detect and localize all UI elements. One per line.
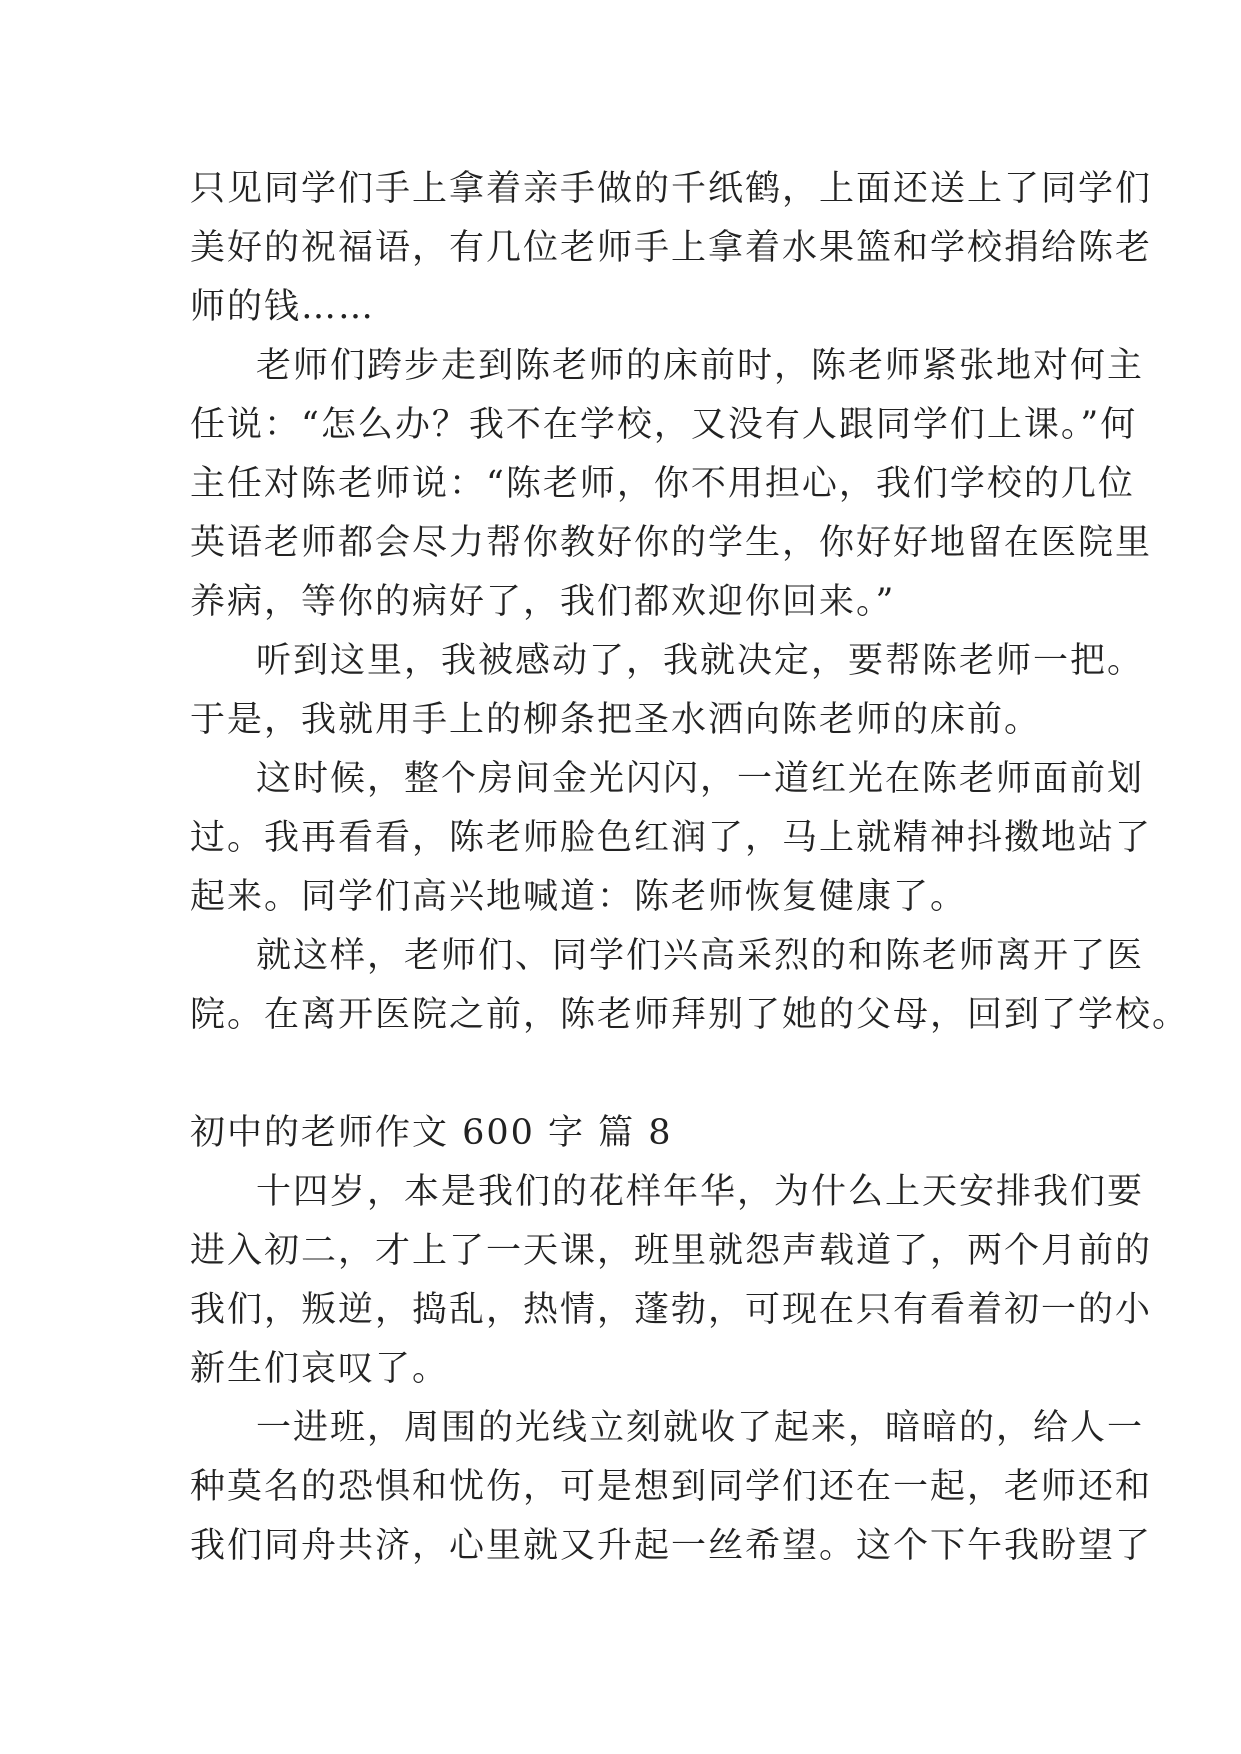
section-spacer (190, 1045, 1070, 1104)
paragraph (190, 927, 1190, 1045)
text-line: 主任对陈老师说：“陈老师，你不用担心，我们学校的几位 (190, 464, 1135, 504)
text-line: 美好的祝福语，有几位老师手上拿着水果篮和学校捐给陈老 (190, 228, 1153, 268)
text-line: 师的钱…… (190, 287, 376, 327)
text-line: 过。我再看看，陈老师脸色红润了，马上就精神抖擞地站了 (190, 818, 1153, 858)
text-line: 进入初二，才上了一天课，班里就怨声载道了，两个月前的 (190, 1231, 1153, 1271)
paragraph (190, 632, 1145, 750)
text-line: 只见同学们手上拿着亲手做的千纸鹤，上面还送上了同学们 (190, 169, 1153, 209)
text-line: 新生们哀叹了。 (190, 1349, 450, 1389)
paragraph (190, 1399, 1153, 1576)
text-line: 种莫名的恐惧和忧伤，可是想到同学们还在一起，老师还和 (190, 1467, 1153, 1507)
section-heading: 初中的老师作文 600 字 篇 8 (190, 1113, 673, 1153)
paragraph (190, 337, 1153, 632)
text-line: 我们同舟共济，心里就又升起一丝希望。这个下午我盼望了 (190, 1526, 1153, 1566)
text-line: 听到这里，我被感动了，我就决定，要帮陈老师一把。 (256, 641, 1145, 681)
text-line: 院。在离开医院之前，陈老师拜别了她的父母，回到了学校。 (190, 995, 1190, 1035)
text-line: 就这样，老师们、同学们兴高采烈的和陈老师离开了医 (256, 936, 1145, 976)
text-line: 任说：“怎么办？我不在学校，又没有人跟同学们上课。”何 (190, 405, 1138, 445)
text-line: 这时候，整个房间金光闪闪，一道红光在陈老师面前划 (256, 759, 1145, 799)
text-line: 十四岁，本是我们的花样年华，为什么上天安排我们要 (256, 1172, 1145, 1212)
text-line: 于是，我就用手上的柳条把圣水洒向陈老师的床前。 (190, 700, 1042, 740)
text-line: 养病，等你的病好了，我们都欢迎你回来。” (190, 582, 896, 622)
text-line: 英语老师都会尽力帮你教好你的学生，你好好地留在医院里 (190, 523, 1153, 563)
article-body (190, 160, 1190, 1576)
text-line: 一进班，周围的光线立刻就收了起来，暗暗的，给人一 (256, 1408, 1145, 1448)
paragraph (190, 750, 1153, 927)
paragraph (190, 1163, 1153, 1399)
paragraph (190, 160, 1153, 337)
text-line: 我们，叛逆，捣乱，热情，蓬勃，可现在只有看着初一的小 (190, 1290, 1153, 1330)
text-line: 老师们跨步走到陈老师的床前时，陈老师紧张地对何主 (256, 346, 1145, 386)
text-line: 起来。同学们高兴地喊道：陈老师恢复健康了。 (190, 877, 968, 917)
